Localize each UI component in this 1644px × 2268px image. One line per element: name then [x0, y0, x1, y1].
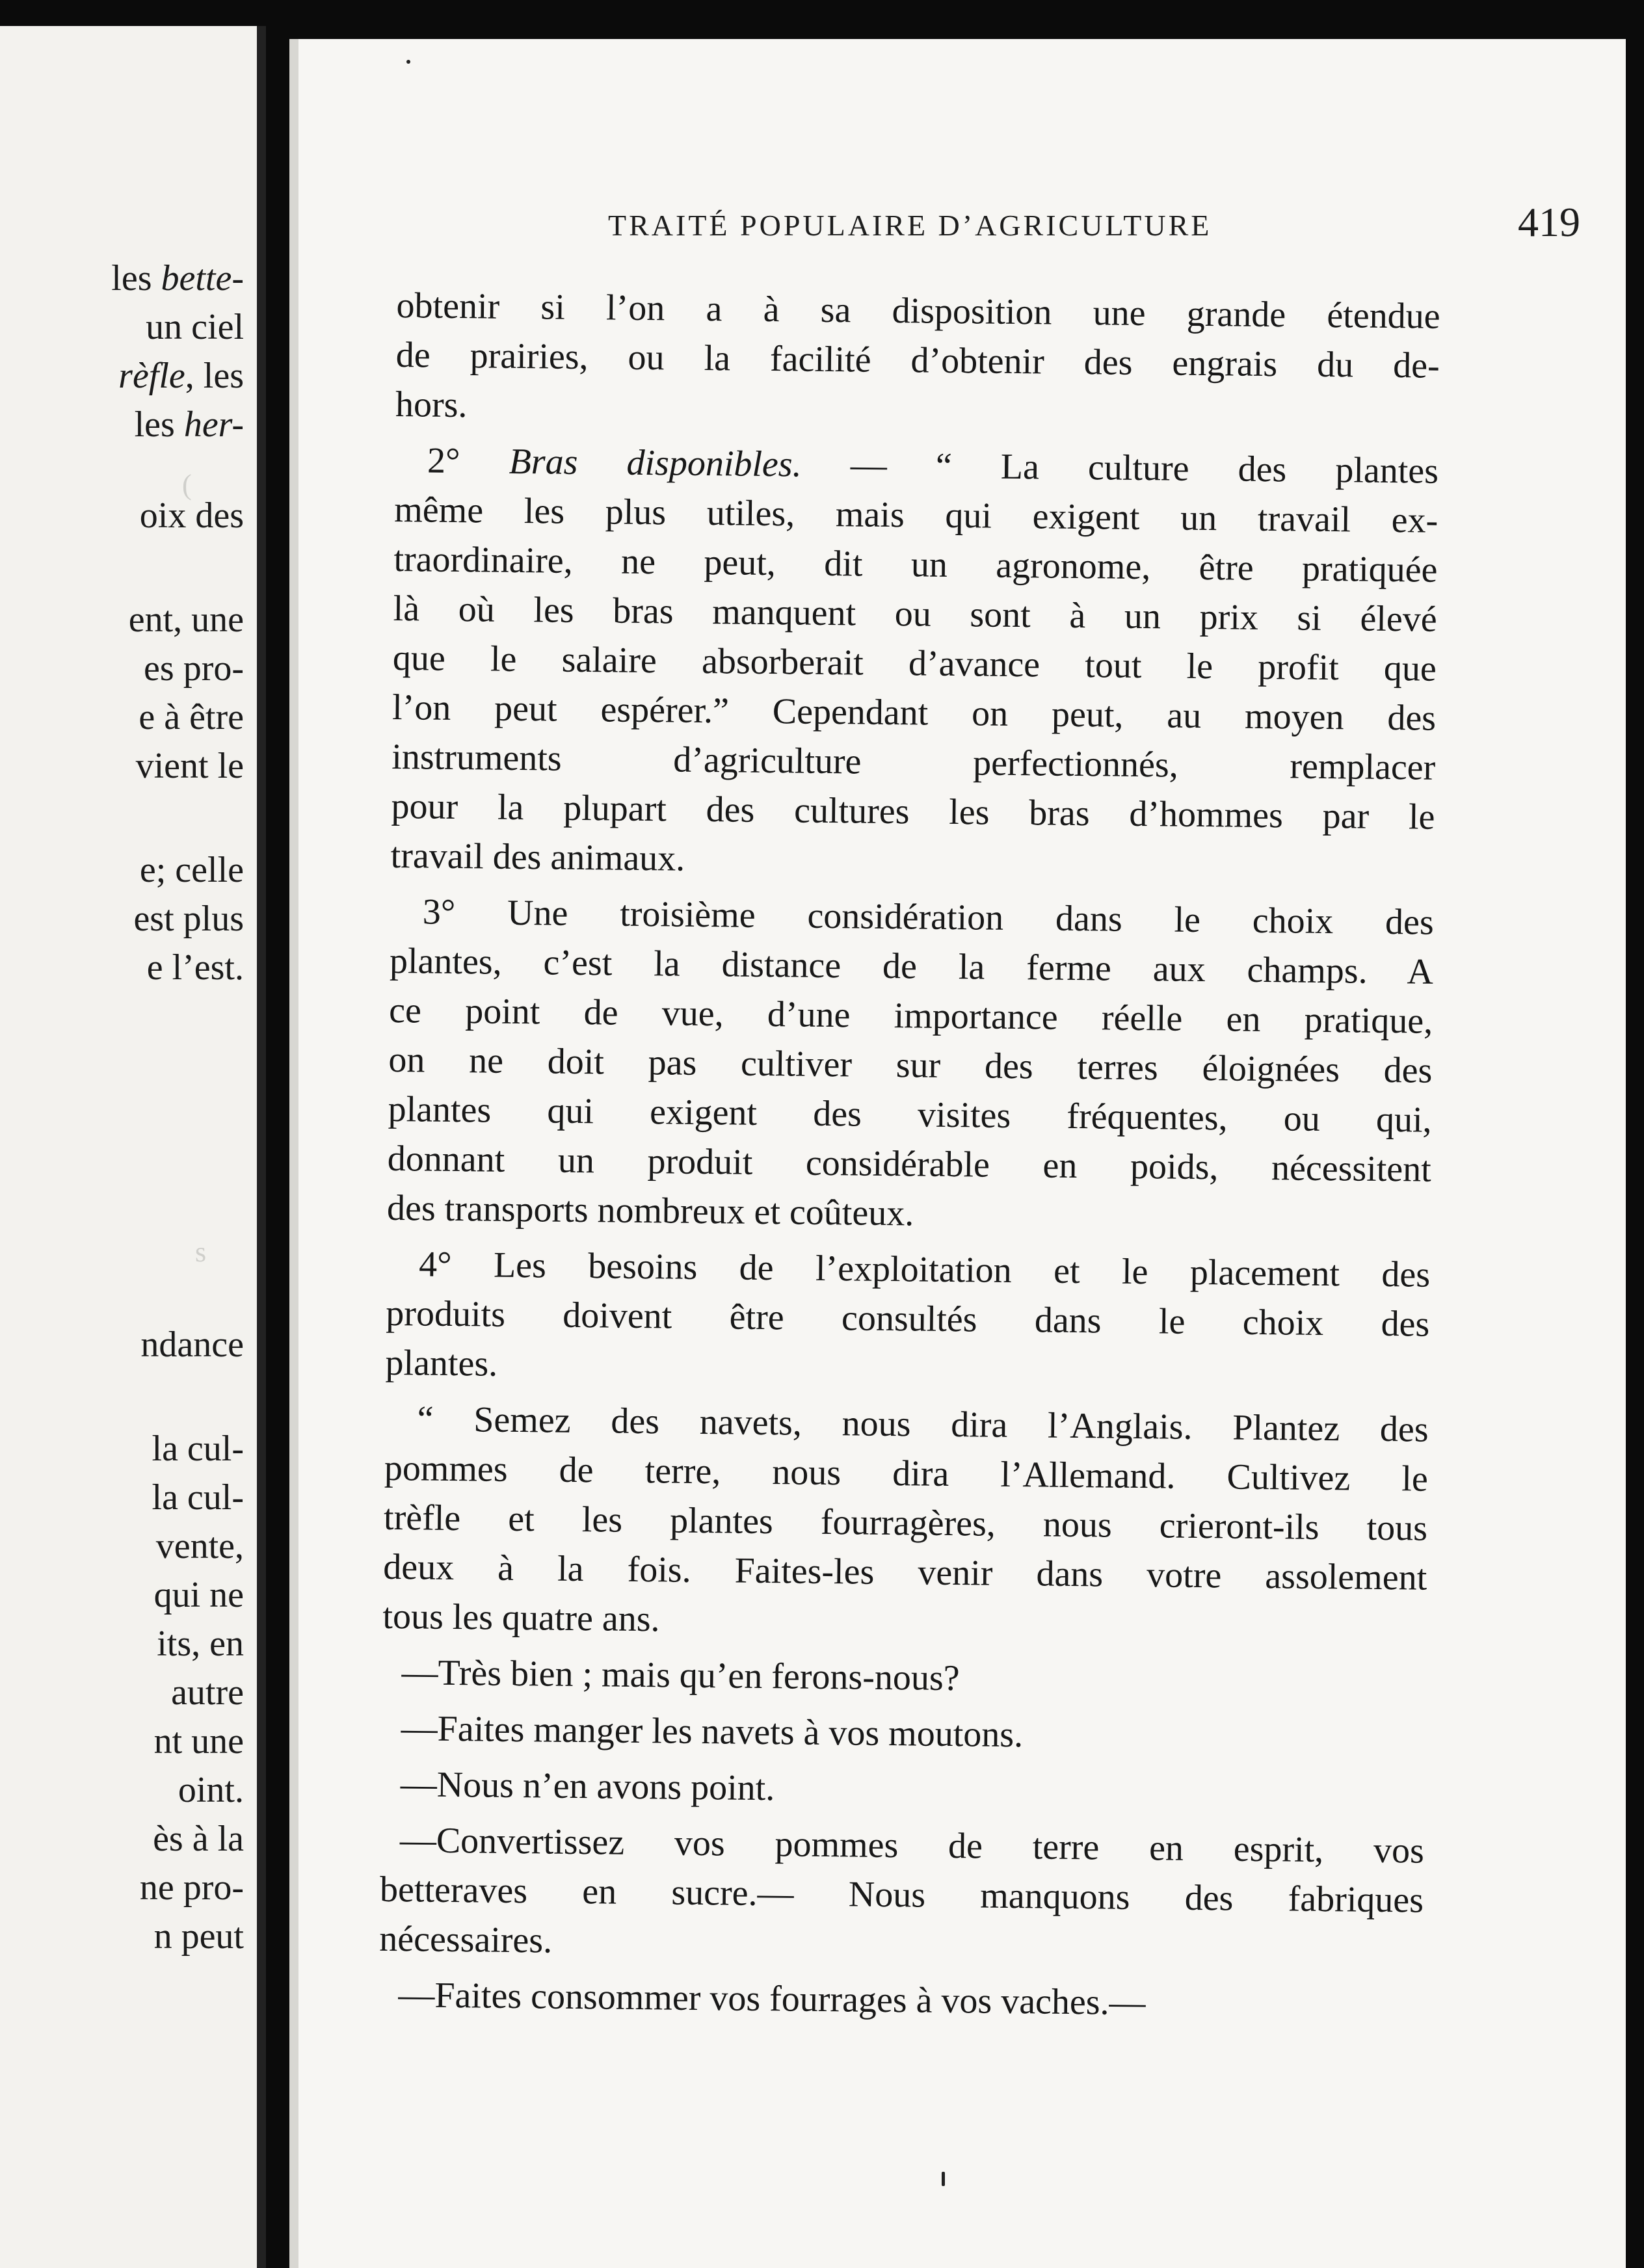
text-line: des transports nombreux et coûteux. — [386, 1187, 914, 1234]
line-fragment: un ciel — [146, 307, 244, 347]
line-fragment: her- — [183, 404, 244, 445]
line-fragment: bette- — [161, 258, 244, 298]
previous-page-line — [140, 1323, 244, 1366]
line-fragment: oix des — [139, 495, 244, 536]
text-line: trèfle et les plantes fourragères, nous crieront-ils tous — [383, 1497, 1428, 1549]
previous-page-line — [154, 1915, 244, 1958]
previous-page-line — [146, 306, 244, 349]
text-line: —Faites manger les navets à vos moutons. — [401, 1708, 1024, 1756]
previous-page-line — [152, 1476, 244, 1519]
text-line: plantes, c’est la distance de la ferme aux champs. A — [389, 940, 1434, 992]
text-line: deux à la fois. Faites-les venir dans votre assolement — [382, 1546, 1427, 1598]
line-fragment: ndance — [140, 1325, 244, 1365]
text-line: betteraves en sucre.— Nous manquons des fabriques — [379, 1869, 1424, 1921]
text-line: travail des animaux. — [390, 835, 685, 879]
line-fragment: e l’est. — [146, 947, 244, 988]
previous-page-line — [135, 403, 244, 446]
previous-page-line — [154, 1720, 244, 1763]
text-line: traordinaire, ne peut, dit un agronome, être pratiquée — [393, 538, 1438, 590]
previous-page-edge — [0, 26, 266, 2268]
text-line: donnant un produit considérable en poids, nécessitent — [387, 1138, 1432, 1190]
text-line: on ne doit pas cultiver sur des terres éloignées des — [388, 1039, 1433, 1091]
line-fragment: vient le — [135, 746, 244, 786]
text-line: pommes de terre, nous dira l’Allemand. Cultivez le — [384, 1447, 1429, 1499]
previous-page-line — [136, 745, 244, 787]
previous-page-line — [139, 696, 244, 739]
line-fragment: est plus — [133, 899, 244, 939]
line-fragment: , les — [185, 356, 244, 396]
dust-speck — [942, 2172, 945, 2186]
line-fragment: oint. — [178, 1770, 244, 1810]
previous-page-line — [111, 257, 244, 300]
line-fragment: rèfle — [118, 356, 185, 396]
text-line: plantes. — [385, 1342, 498, 1384]
line-fragment: n peut — [153, 1916, 244, 1957]
line-fragment: la cul- — [152, 1477, 244, 1518]
show-through-mark: ( — [182, 469, 192, 501]
line-fragment: e à être — [139, 697, 244, 737]
italic-heading: Bras disponibles. — [509, 441, 802, 485]
line-fragment: es pro- — [144, 648, 244, 689]
text-line: —Très bien ; mais qu’en ferons-nous? — [401, 1652, 960, 1699]
line-fragment: les — [111, 258, 161, 298]
previous-page-line — [144, 647, 244, 690]
text-line: produits doivent être consultés dans le choix des — [386, 1293, 1430, 1345]
text-line: 3° Une troisième considération dans le choix des — [422, 891, 1435, 943]
line-fragment: ent, une — [128, 600, 244, 640]
line-fragment: la cul- — [152, 1429, 244, 1469]
text-line: obtenir si l’on a à sa disposition une grande étendue — [396, 285, 1440, 337]
body-text — [378, 281, 1440, 2031]
previous-page-line — [154, 1574, 244, 1616]
text-line: 4° Les besoins de l’exploitation et le placement des — [418, 1244, 1431, 1295]
text-line: même les plus utiles, mais qui exigent un travail ex- — [393, 489, 1438, 541]
text-line: —Nous n’en avons point. — [400, 1764, 775, 1809]
line-fragment: e; celle — [139, 850, 244, 890]
line-fragment: ne pro- — [139, 1867, 244, 1908]
previous-page-line — [178, 1769, 244, 1812]
text-line: pour la plupart des cultures les bras d’hommes par le — [391, 785, 1435, 837]
book-page — [289, 39, 1626, 2268]
previous-page-line — [152, 1427, 244, 1470]
line-fragment: qui ne — [153, 1575, 244, 1615]
previous-page-line — [171, 1671, 244, 1714]
line-fragment: — “ La culture des plantes — [801, 444, 1439, 492]
previous-page-line — [118, 354, 244, 397]
line-fragment: vente, — [155, 1526, 244, 1566]
text-line: l’on peut espérer.” Cependant on peut, au moyen des — [391, 687, 1437, 739]
previous-page-line — [129, 598, 244, 641]
previous-page-line — [140, 494, 244, 537]
text-line: hors. — [395, 384, 468, 426]
page-number: 419 — [1518, 199, 1580, 245]
line-fragment: its, en — [157, 1624, 244, 1664]
line-fragment: 2° — [427, 440, 509, 482]
previous-page-line — [147, 946, 244, 989]
previous-page-line — [140, 1866, 244, 1909]
line-fragment: les — [134, 404, 184, 445]
line-fragment: autre — [171, 1672, 244, 1713]
show-through-mark: s — [195, 1236, 207, 1268]
previous-page-line — [153, 1817, 244, 1860]
previous-page-line — [157, 1622, 244, 1665]
text-line: “ Semez des navets, nous dira l’Anglais. Plantez des — [417, 1399, 1429, 1450]
dust-speck — [406, 60, 410, 64]
text-line: ce point de vue, d’une importance réelle en pratique, — [388, 990, 1433, 1042]
previous-page-line — [133, 897, 244, 940]
previous-page-line — [156, 1525, 244, 1568]
text-line: de prairies, ou la facilité d’obtenir des engrais du de- — [395, 334, 1440, 386]
text-line: tous les quatre ans. — [382, 1596, 660, 1640]
text-line: nécessaires. — [378, 1918, 553, 1961]
previous-page-line — [140, 849, 244, 891]
line-fragment: nt une — [153, 1721, 244, 1761]
text-line: —Faites consommer vos fourrages à vos vaches.— — [398, 1975, 1146, 2024]
text-line: plantes qui exigent des visites fréquentes, ou qui, — [388, 1088, 1432, 1141]
text-line: que le salaire absorberait d’avance tout le profit que — [392, 637, 1437, 689]
line-fragment: ès à la — [153, 1819, 244, 1859]
text-line: là où les bras manquent ou sont à un prix si élevé — [393, 588, 1437, 640]
text-line: —Convertissez vos pommes de terre en esprit, vos — [399, 1820, 1425, 1871]
text-line: instruments d’agriculture perfectionnés, remplacer — [391, 736, 1436, 788]
running-title: TRAITÉ POPULAIRE D’AGRICULTURE — [608, 209, 1212, 242]
